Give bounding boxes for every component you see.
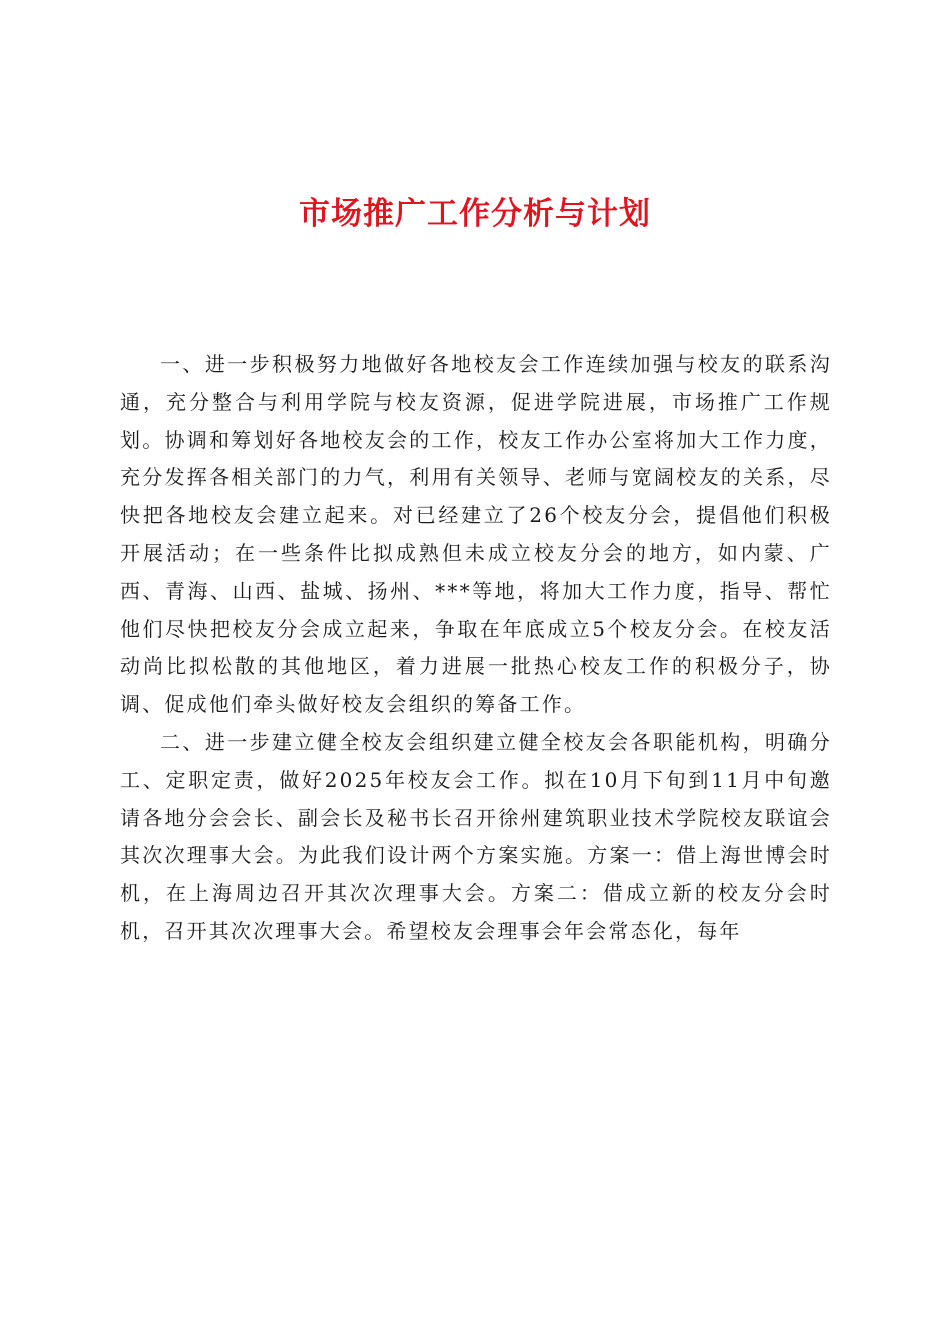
document-body (120, 346, 832, 951)
paragraph-2: 二、进一步建立健全校友会组织建立健全校友会各职能机构，明确分工、定职定责，做好2025年校友会工作。拟在10月下旬到11月中旬邀请各地分会会长、副会长及秘书长召开徐州建筑职业技术学院校友联谊会其次次理事大会。为此我们设计两个方案实施。方案一：借上海世博会时机，在上海周边召开其次次理事大会。方案二：借成立新的校友分会时机，召开其次次理事大会。希望校友会理事会年会常态化，每年 (120, 729, 832, 943)
document-title: 市场推广工作分析与计划 (299, 196, 651, 232)
paragraph-1: 一、进一步积极努力地做好各地校友会工作连续加强与校友的联系沟通，充分整合与利用学院与校友资源，促进学院进展，市场推广工作规划。协调和筹划好各地校友会的工作，校友工作办公室将加大工作力度，充分发挥各相关部门的力气，利用有关领导、老师与宽阔校友的关系，尽快把各地校友会建立起来。对已经建立了26个校友分会，提倡他们积极开展活动；在一些条件比拟成熟但未成立校友分会的地方，如内蒙、广西、青海、山西、盐城、扬州、***等地，将加大工作力度，指导、帮忙他们尽快把校友分会成立起来，争取在年底成立5个校友分会。在校友活动尚比拟松散的其他地区，着力进展一批热心校友工作的积极分子，协调、促成他们牵头做好校友会组织的筹备工作。 (120, 352, 832, 717)
